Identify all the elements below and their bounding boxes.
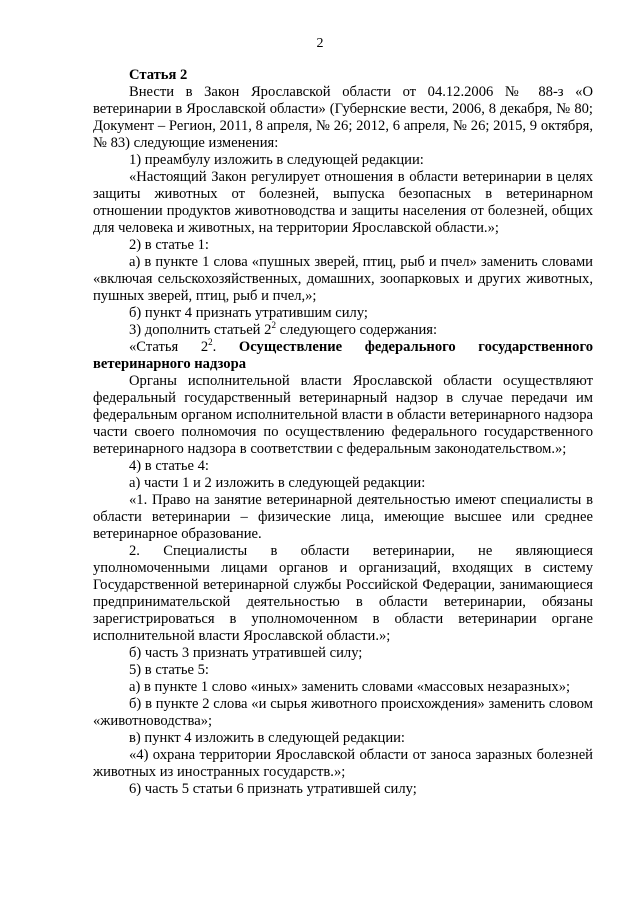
document-body — [93, 67, 593, 798]
paragraph-item-6: 6) часть 5 статьи 6 признать утратившей силу; — [129, 781, 417, 797]
paragraph-item-5: 5) в статье 5: — [129, 662, 209, 678]
item-3-superscript: 2 — [271, 320, 276, 331]
paragraph-part-2-quote: 2. Специалисты в области ветеринарии, не являющиеся уполномоченными лицами органов и организаций, входящих в систему Государственной ветеринарной службы Российской Федерации, занимающиеся предпринимательской деятельностью в области ветеринарии, обязаны зарегистрироваться в уполномоченном в области ветеринарии органе исполнительной власти Ярославской области.»; — [93, 543, 593, 644]
paragraph-item-5a: а) в пункте 1 слово «иных» заменить словами «массовых незаразных»; — [129, 679, 571, 695]
paragraph-new-article-body: Органы исполнительной власти Ярославской области осуществляют федеральный государственный ветеринарный надзор в случае передачи им федеральным органом исполнительной власти в области ветеринарного надзора части своего полномочия по осуществлению федерального государственного ветеринарного надзора в соответствии с федеральным законодательством.»; — [93, 373, 593, 457]
page-number: 2 — [316, 36, 324, 51]
new-article-superscript: 2 — [208, 337, 213, 348]
article-heading: Статья 2 — [129, 67, 188, 83]
paragraph-item-4b: б) часть 3 признать утратившей силу; — [129, 645, 363, 661]
new-article-title: Осуществление федерального государственного ветеринарного надзора — [93, 339, 594, 372]
paragraph-item-5v: в) пункт 4 изложить в следующей редакции: — [129, 730, 405, 746]
paragraph-item-4a: а) части 1 и 2 изложить в следующей редакции: — [129, 475, 426, 491]
paragraph-item-4: 4) в статье 4: — [129, 458, 209, 474]
paragraph-part-1-quote: «1. Право на занятие ветеринарной деятельностью имеют специалисты в области ветеринарии – физические лица, имеющие высшее или среднее ветеринарное образование. — [93, 492, 593, 542]
item-3-text-end: следующего содержания: — [275, 322, 438, 338]
paragraph-point-4-quote: «4) охрана территории Ярославской области от заноса заразных болезней животных из иностранных государств.»; — [93, 747, 593, 780]
paragraph-item-3 — [93, 322, 593, 339]
new-article-dot: . — [212, 339, 239, 355]
paragraph-item-2b: б) пункт 4 признать утратившим силу; — [129, 305, 368, 321]
item-3-text: 3) дополнить статьей 2 — [129, 322, 272, 338]
paragraph-item-2a: а) в пункте 1 слова «пушных зверей, птиц, рыб и пчел» заменить словами «включая сельскохозяйственных, домашних, зоопарковых и других животных, пушных зверей, птиц, рыб и пчел,»; — [93, 254, 593, 304]
paragraph-intro: Внести в Закон Ярославской области от 04.12.2006 № 88-з «О ветеринарии в Ярославской области» (Губернские вести, 2006, 8 декабря, № 80; Документ – Регион, 2011, 8 апреля, № 26; 2012, 6 апреля, № 26; 2015, 9 октября, № 83) следующие изменения: — [93, 84, 593, 151]
paragraph-item-1: 1) преамбулу изложить в следующей редакции: — [129, 152, 424, 168]
paragraph-item-2: 2) в статье 1: — [129, 237, 209, 253]
paragraph-preamble-quote: «Настоящий Закон регулирует отношения в области ветеринарии в целях защиты животных от болезней, выпуска безопасных в ветеринарном отношении продуктов животноводства и защиты населения от болезней, общих для человека и животных, на территории Ярославской области.»; — [93, 169, 593, 236]
new-article-heading — [93, 339, 593, 373]
paragraph-item-5b: б) в пункте 2 слова «и сырья животного происхождения» заменить словом «животноводства»; — [93, 696, 593, 729]
new-article-label: «Статья 2 — [129, 339, 209, 355]
